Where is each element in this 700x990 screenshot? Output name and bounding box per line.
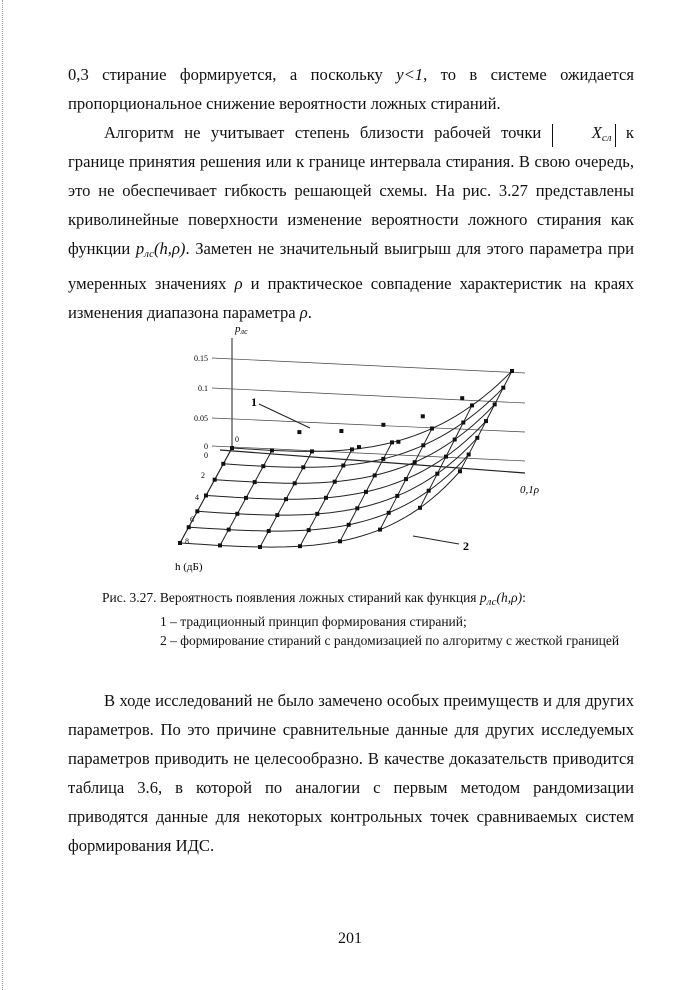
surface-point-marker xyxy=(244,496,248,500)
surface-point-marker xyxy=(413,460,417,464)
paragraph-1-text-a: 0,3 стирание формируется, а поскольку xyxy=(68,65,397,84)
h-tick-labels xyxy=(185,471,205,546)
curve-1-point-marker xyxy=(396,440,400,444)
surface-point-marker xyxy=(418,506,422,510)
math-fn-sub: лс xyxy=(144,248,154,260)
surface-point-marker xyxy=(235,512,239,516)
text-block-top xyxy=(68,60,634,327)
math-x-sub: сл xyxy=(601,132,612,144)
surface-point-marker xyxy=(230,446,234,450)
figure-3-27 xyxy=(95,318,565,580)
inline-math-abs-x xyxy=(552,124,616,147)
surface-point-marker xyxy=(470,403,474,407)
curve-2-callout-label: 2 xyxy=(463,539,469,553)
svg-text:0.1: 0.1 xyxy=(198,384,208,393)
paragraph-1-text-b: , то в системе ожидается пропорциональное снижение вероятности ложных стираний. xyxy=(68,65,634,113)
surface-point-marker xyxy=(350,447,354,451)
math-fn-args: (h,ρ) xyxy=(153,239,186,258)
caption-title xyxy=(102,588,642,612)
paragraph-2 xyxy=(68,118,634,327)
surface-point-marker xyxy=(333,480,337,484)
surface-point-marker xyxy=(341,464,345,468)
surface-point-marker xyxy=(453,438,457,442)
surface-point-marker xyxy=(270,448,274,452)
surface-point-marker xyxy=(458,469,462,473)
inline-math-rho-1: ρ xyxy=(234,274,243,293)
page-number: 201 xyxy=(338,930,362,947)
h-axis-label: h (дБ) xyxy=(175,561,203,573)
svg-text:2: 2 xyxy=(201,471,205,480)
svg-text:0: 0 xyxy=(204,442,208,451)
caption-item-1: 1 – традиционный принцип формирования стираний; xyxy=(160,614,467,629)
surface-point-marker xyxy=(310,449,314,453)
surface-point-marker xyxy=(461,421,465,425)
surface-point-marker xyxy=(430,427,434,431)
svg-text:8: 8 xyxy=(185,537,189,546)
surface-point-marker xyxy=(387,511,391,515)
surface-point-marker xyxy=(275,513,279,517)
surface-point-marker xyxy=(390,440,394,444)
surface-point-marker xyxy=(284,497,288,501)
surface-point-marker xyxy=(221,462,225,466)
inline-math-function xyxy=(136,239,186,258)
surface-point-marker xyxy=(307,528,311,532)
math-x-var: X xyxy=(591,123,602,142)
surface-point-marker xyxy=(381,457,385,461)
svg-text:4: 4 xyxy=(195,493,199,502)
rho-zero-label: 0 xyxy=(235,435,239,444)
surface-point-marker xyxy=(373,473,377,477)
surface-point-marker xyxy=(267,529,271,533)
surface-point-marker xyxy=(475,436,479,440)
inline-math-y: y<1 xyxy=(396,65,424,84)
curve-1-point-marker xyxy=(297,430,301,434)
surface-point-marker xyxy=(444,455,448,459)
surface-point-marker xyxy=(421,443,425,447)
rho-axis-label: 0,1ρ xyxy=(520,484,540,496)
surface-point-marker xyxy=(378,528,382,532)
surface-point-marker xyxy=(427,489,431,493)
surface-point-marker xyxy=(395,494,399,498)
curve-1-callout-line xyxy=(259,404,310,428)
curve-1-point-marker xyxy=(381,423,385,427)
surface-point-marker xyxy=(510,369,514,373)
page-edge-line xyxy=(2,0,3,990)
svg-text:0: 0 xyxy=(204,451,208,460)
surface-point-marker xyxy=(218,543,222,547)
surface-point-marker xyxy=(227,528,231,532)
paragraph-2-text-a: Алгоритм не учитывает степень близости рабочей точки xyxy=(104,123,552,142)
surface-point-marker xyxy=(501,386,505,390)
surface-point-marker xyxy=(253,480,257,484)
math-fn-name: p xyxy=(135,239,145,258)
paragraph-2-text-b: к границе принятия решения или к границе интервала стирания. В свою очередь, это не обеспечивает гибкость решающей схемы. На рис. 3.27 представлены криволинейные поверхности изменение вероятности ложного стирания как функции xyxy=(68,123,634,258)
surface-point-marker xyxy=(195,509,199,513)
paragraph-2-text-d: и практическое совпадение характеристик на краях изменения диапазона параметра xyxy=(68,274,634,322)
surface-point-marker xyxy=(347,523,351,527)
surface-plot xyxy=(95,318,565,580)
svg-text:0.15: 0.15 xyxy=(194,354,208,363)
surface-point-marker xyxy=(467,453,471,457)
caption-fn-name: p xyxy=(479,590,487,605)
caption-suffix: : xyxy=(522,590,526,605)
svg-text:6: 6 xyxy=(190,515,194,524)
curve-2-callout-line xyxy=(413,536,459,544)
surface-point-marker xyxy=(324,496,328,500)
caption-fn-args: (h,ρ) xyxy=(496,590,523,605)
z-axis-label: pлс xyxy=(235,323,248,336)
surface-point-marker xyxy=(298,544,302,548)
surface-point-marker xyxy=(493,402,497,406)
surface-point-marker xyxy=(484,419,488,423)
surface-point-marker xyxy=(213,478,217,482)
curve-1-point-marker xyxy=(357,445,361,449)
caption-function xyxy=(479,590,523,608)
surface-point-marker xyxy=(355,506,359,510)
surface-point-marker xyxy=(404,477,408,481)
surface-point-marker xyxy=(364,490,368,494)
inline-math-rho-2: ρ xyxy=(299,303,308,322)
caption-fn-sub: лс xyxy=(486,596,497,608)
figure-caption xyxy=(102,588,642,650)
curve-1-point-marker xyxy=(421,414,425,418)
curve-1-point-marker xyxy=(339,429,343,433)
surface-point-marker xyxy=(435,472,439,476)
caption-item-2: 2 – формирование стираний с рандомизацией по алгоритму с жесткой границей xyxy=(160,633,620,648)
surface-point-marker xyxy=(187,525,191,529)
z-tick-labels xyxy=(194,354,208,460)
curve-1-callout-label: 1 xyxy=(251,395,257,409)
surface-point-marker xyxy=(261,464,265,468)
paragraph-3: В ходе исследований не было замечено особых преимуществ и для других параметров. По это причине сравнительные данные для других исследуемых параметров приводить не целесообразно. В качестве доказательств приводится таблица 3.6, в которой по аналогии с первым методом рандомизации приводятся данные для некоторых контрольных точек сравниваемых систем формирования ИДС. xyxy=(68,691,634,855)
paragraph-2-text-c: . Заметен не значительный выигрыш для этого параметра при умеренных значениях xyxy=(68,239,634,293)
surface-point-marker xyxy=(301,465,305,469)
surface-point-marker xyxy=(315,512,319,516)
text-block-bottom xyxy=(68,686,634,860)
curve-1-point-marker xyxy=(460,396,464,400)
surface-point-marker xyxy=(204,494,208,498)
paragraph-1 xyxy=(68,60,634,118)
svg-text:0.05: 0.05 xyxy=(194,414,208,423)
surface-point-marker xyxy=(293,481,297,485)
surface-point-marker xyxy=(338,539,342,543)
z-gridlines xyxy=(212,358,525,461)
surface-point-marker xyxy=(178,541,182,545)
caption-prefix: Рис. 3.27. Вероятность появления ложных стираний как функция xyxy=(102,590,480,605)
surface-point-marker xyxy=(258,545,262,549)
paragraph-2-text-e: . xyxy=(307,303,312,322)
